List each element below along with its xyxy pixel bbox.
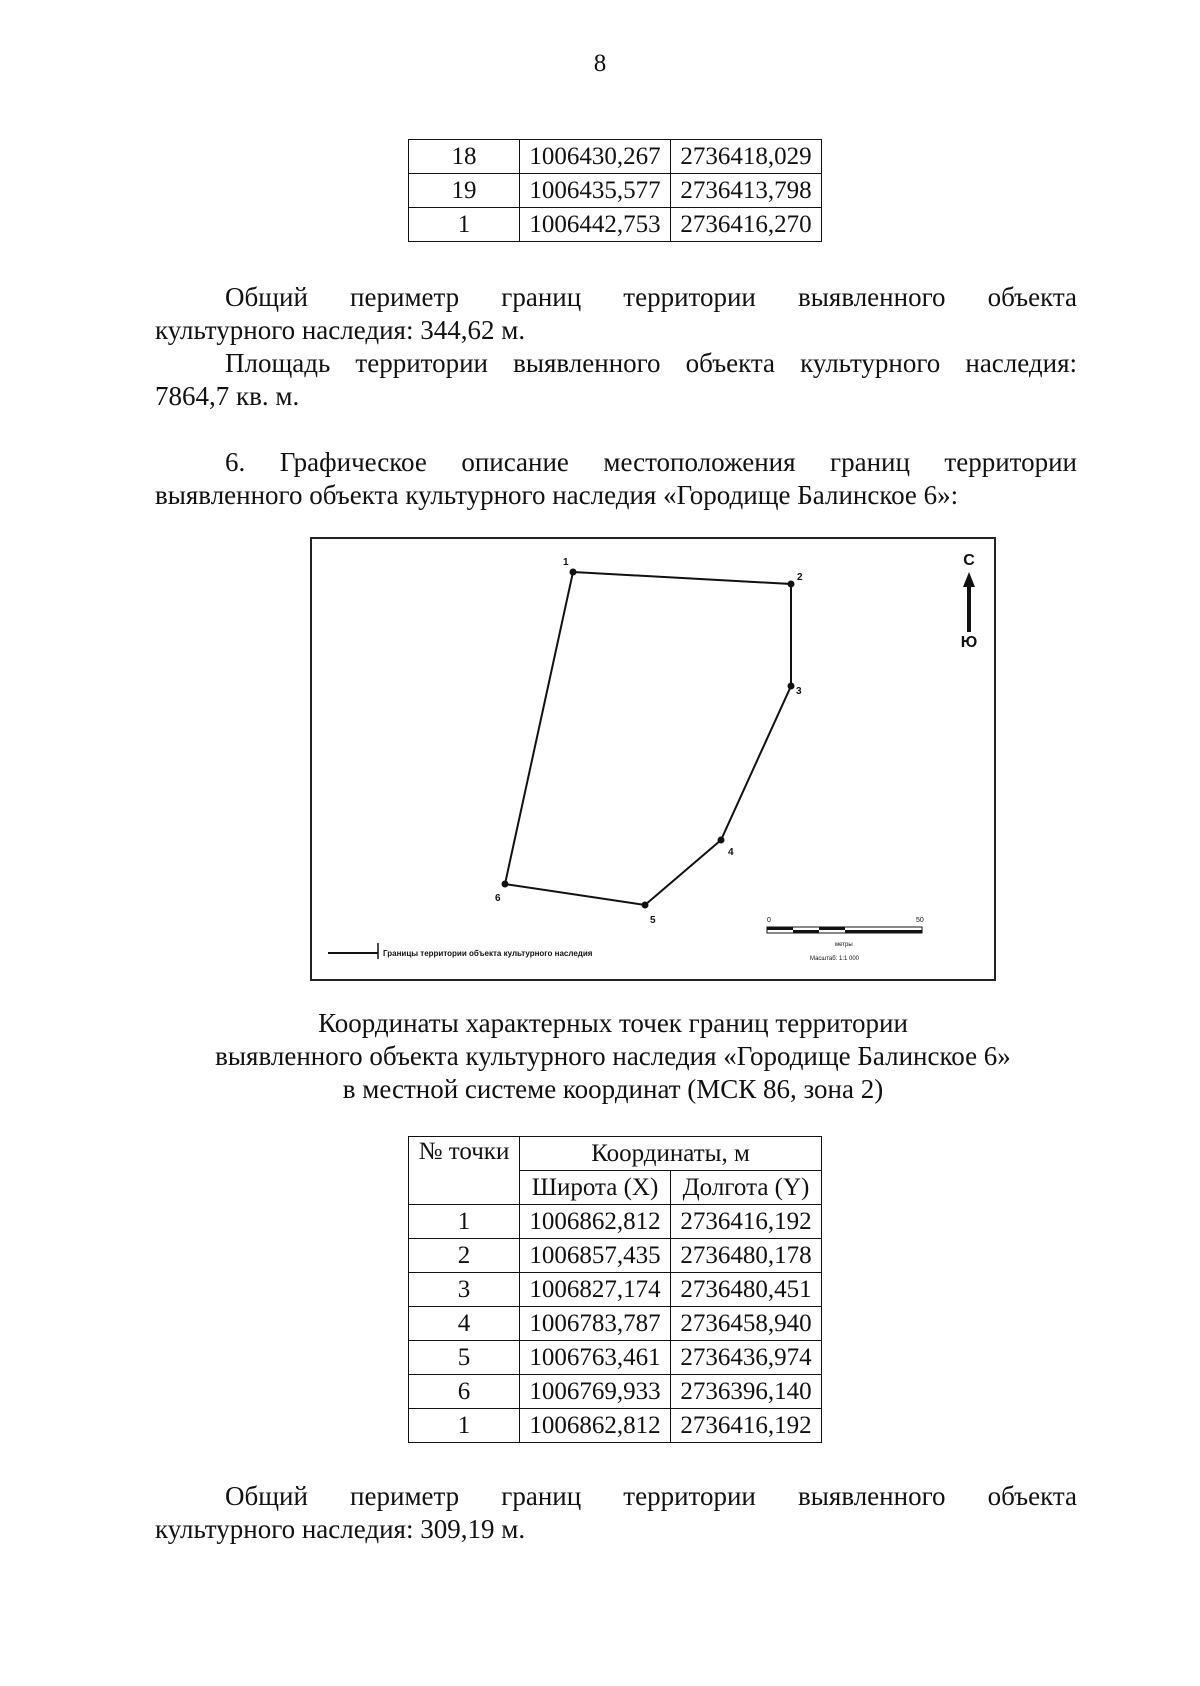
y-coordinate-cell: 2736416,192 <box>671 1205 822 1239</box>
area-1-line1: Площадь территории выявленного объекта культурного наследия: <box>225 348 1077 378</box>
map-legend <box>328 943 593 959</box>
scale-text: Масштаб: 1:1 000 <box>810 956 860 962</box>
point-number-cell: 4 <box>409 1307 520 1341</box>
point-label-5: 5 <box>650 915 656 926</box>
perimeter-2-line1: Общий периметр границ территории выявленного объекта <box>225 1481 1077 1511</box>
perimeter-2-line2: культурного наследия: 309,19 м. <box>155 1514 526 1544</box>
point-number-cell: 6 <box>409 1375 520 1409</box>
table-row <box>409 1307 822 1341</box>
legend-label: Границы территории объекта культурного наследия <box>383 949 593 958</box>
header-y: Долгота (Y) <box>671 1171 822 1205</box>
north-arrow-icon <box>961 552 978 651</box>
point-number-cell: 2 <box>409 1239 520 1273</box>
point-number-cell: 1 <box>409 1205 520 1239</box>
section-6-line2: выявленного объекта культурного наследия «Городище Балинское 6»: <box>155 480 959 510</box>
table-caption <box>0 1007 1200 1106</box>
y-coordinate-cell: 2736416,270 <box>671 208 822 242</box>
point-number-cell: 19 <box>409 174 520 208</box>
x-coordinate-cell: 1006783,787 <box>520 1307 671 1341</box>
boundary-map-svg <box>312 539 994 979</box>
section-6-heading: 6. Графическое описание местоположения границ территории <box>225 447 1077 477</box>
point-number-cell: 5 <box>409 1341 520 1375</box>
territory-boundary <box>505 572 791 905</box>
caption-line3: в местной системе координат (МСК 86, зона 2) <box>342 1074 884 1104</box>
table-row <box>409 1239 822 1273</box>
table-row <box>409 1205 822 1239</box>
scale-unit: метры <box>835 942 853 948</box>
area-1-line2: 7864,7 кв. м. <box>155 381 300 411</box>
boundary-point-5 <box>642 902 649 909</box>
south-label: Ю <box>960 634 978 651</box>
x-coordinate-cell: 1006430,267 <box>520 140 671 174</box>
caption-line1: Координаты характерных точек границ территории <box>318 1008 908 1038</box>
y-coordinate-cell: 2736480,178 <box>671 1239 822 1273</box>
x-coordinate-cell: 1006763,461 <box>520 1341 671 1375</box>
page-number: 8 <box>593 50 607 77</box>
table-row <box>409 140 822 174</box>
table-row <box>409 174 822 208</box>
perimeter-1-line1: Общий периметр границ территории выявленного объекта <box>225 282 1077 312</box>
perimeter-1-line2: культурного наследия: 344,62 м. <box>155 315 526 345</box>
x-coordinate-cell: 1006862,812 <box>520 1409 671 1443</box>
scale-end: 50 <box>916 917 924 924</box>
point-label-1: 1 <box>563 557 569 568</box>
header-x: Широта (X) <box>520 1171 671 1205</box>
point-number-cell: 1 <box>409 1409 520 1443</box>
boundary-point-6 <box>502 881 509 888</box>
x-coordinate-cell: 1006442,753 <box>520 208 671 242</box>
table-row <box>409 1341 822 1375</box>
caption-line2: выявленного объекта культурного наследия «Городище Балинское 6» <box>215 1041 1011 1071</box>
boundary-point-4 <box>718 837 725 844</box>
table-row <box>409 1273 822 1307</box>
boundary-map <box>310 537 996 981</box>
point-label-3: 3 <box>796 686 802 697</box>
point-label-4: 4 <box>728 847 734 858</box>
point-label-2: 2 <box>797 572 803 583</box>
y-coordinate-cell: 2736480,451 <box>671 1273 822 1307</box>
y-coordinate-cell: 2736458,940 <box>671 1307 822 1341</box>
coordinates-table-continued <box>408 139 822 242</box>
y-coordinate-cell: 2736416,192 <box>671 1409 822 1443</box>
y-coordinate-cell: 2736418,029 <box>671 140 822 174</box>
y-coordinate-cell: 2736413,798 <box>671 174 822 208</box>
x-coordinate-cell: 1006862,812 <box>520 1205 671 1239</box>
point-number-cell: 1 <box>409 208 520 242</box>
header-point: № точки <box>409 1137 520 1205</box>
boundary-point-2 <box>788 581 795 588</box>
scale-start: 0 <box>767 917 771 924</box>
point-number-cell: 18 <box>409 140 520 174</box>
boundary-point-1 <box>570 569 577 576</box>
point-label-6: 6 <box>495 893 501 904</box>
north-label: С <box>963 552 975 569</box>
table-row <box>409 1375 822 1409</box>
y-coordinate-cell: 2736436,974 <box>671 1341 822 1375</box>
table-row <box>409 1409 822 1443</box>
coordinates-table <box>408 1136 822 1443</box>
x-coordinate-cell: 1006857,435 <box>520 1239 671 1273</box>
x-coordinate-cell: 1006769,933 <box>520 1375 671 1409</box>
table-row <box>409 208 822 242</box>
x-coordinate-cell: 1006827,174 <box>520 1273 671 1307</box>
y-coordinate-cell: 2736396,140 <box>671 1375 822 1409</box>
point-number-cell: 3 <box>409 1273 520 1307</box>
header-coords: Координаты, м <box>520 1137 822 1171</box>
scale-bar <box>767 917 924 962</box>
boundary-point-3 <box>788 683 795 690</box>
x-coordinate-cell: 1006435,577 <box>520 174 671 208</box>
